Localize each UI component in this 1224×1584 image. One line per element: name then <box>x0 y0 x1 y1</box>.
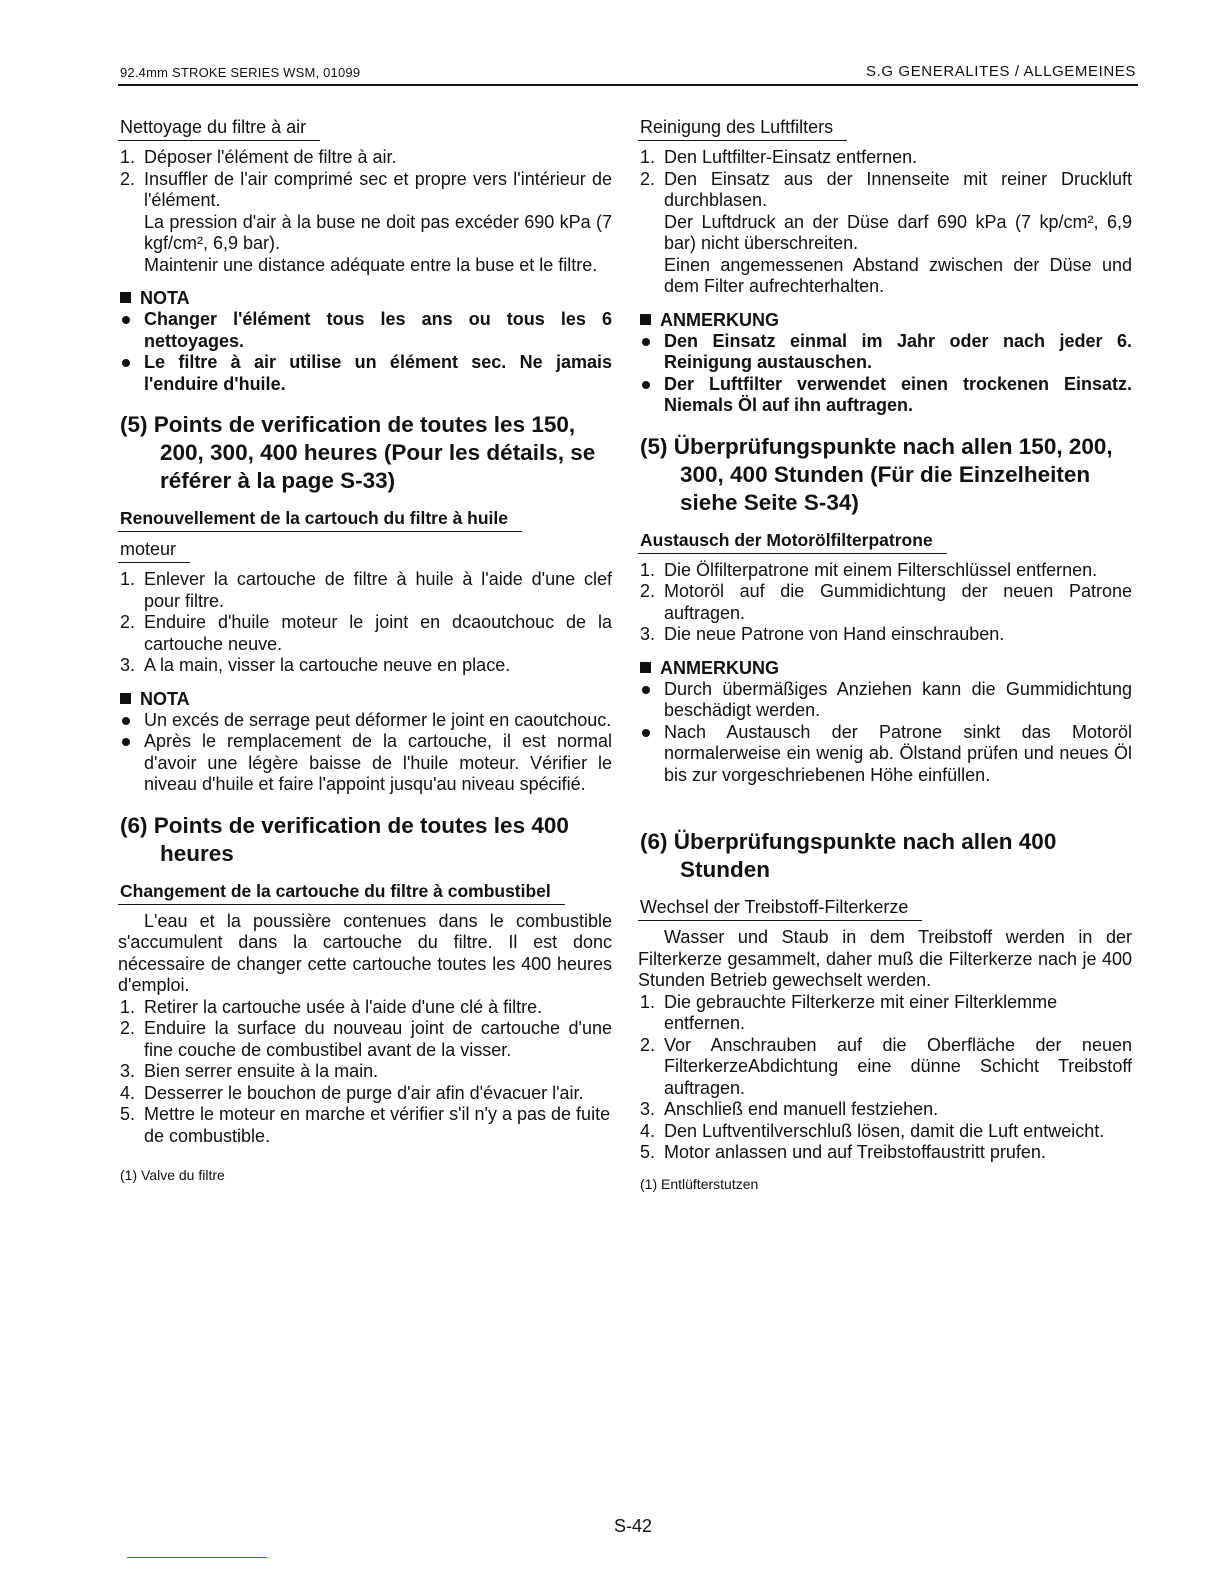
note-heading: NOTA <box>118 287 612 309</box>
note-heading: NOTA <box>118 688 612 710</box>
subheading-oil-filter: Austausch der Motorölfilterpatrone <box>638 529 947 554</box>
note-item: Den Einsatz einmal im Jahr oder nach jeder 6. Reinigung austauschen. <box>638 331 1132 374</box>
fuel-filter-intro: L'eau et la poussière contenues dans le combustible s'accumulent dans la cartouche du filtre. Il est donc nécessaire de changer cette cartouche toutes les 400 heures d'emploi. <box>118 910 612 995</box>
distance-text: Maintenir une distance adéquate entre la buse et le filtre. <box>144 254 598 275</box>
note-item: Der Luftfilter verwendet einen trockenen Einsatz. Niemals Öl auf ihn auftragen. <box>638 374 1132 417</box>
oil-filter-steps <box>638 560 1132 646</box>
french-column <box>118 116 612 1183</box>
note-item: Le filtre à air utilise un élément sec. Ne jamais l'enduire d'huile. <box>118 352 612 395</box>
header-series: 92.4mm STROKE SERIES WSM, 01099 <box>120 65 361 80</box>
subheading-oil-filter-cont: moteur <box>118 538 190 563</box>
section-title-6: (6) Überprüfungspunkte nach allen 400 Stunden <box>640 829 1057 882</box>
distance-text: Einen angemessenen Abstand zwischen der Düse und dem Filter aufrechterhalten. <box>664 254 1132 296</box>
note-item: Après le remplacement de la cartouche, il est normal d'avoir une légère baisse de l'huile moteur. Vérifier le niveau d'huile et faire l'appoint jusqu'au niveau spécifié. <box>118 731 612 796</box>
footer-rule <box>127 1557 267 1558</box>
note-item: Nach Austausch der Patrone sinkt das Motoröl normalerweise ein wenig ab. Ölstand prüfen und neues Öl bis zur vorgeschriebenen Höhe einfüllen. <box>638 722 1132 787</box>
oil-filter-steps <box>118 569 612 677</box>
air-filter-steps <box>638 147 1132 212</box>
subheading-fuel-filter: Changement de la cartouche du filtre à combustibel <box>118 880 565 905</box>
list-item: 2. Enduire la surface du nouveau joint de cartouche d'une fine couche de combustibel avant de la visser. <box>120 1018 612 1060</box>
list-item: 3. Bien serrer ensuite à la main. <box>120 1061 379 1081</box>
figure-caption: (1) Entlüfterstutzen <box>640 1175 759 1192</box>
list-item: 2. Vor Anschrauben auf die Oberfläche der neuen FilterkerzeAbdichtung eine dünne Schicht Treibstoff auftragen. <box>640 1034 1132 1098</box>
list-item: 2. Insuffler de l'air comprimé sec et propre vers l'intérieur de l'élément. <box>120 168 612 210</box>
note-heading: ANMERKUNG <box>638 657 1132 679</box>
subheading-air-filter: Nettoyage du filtre à air <box>118 116 320 141</box>
list-item: 1. Retirer la cartouche usée à l'aide d'une clé à filtre. <box>120 996 543 1017</box>
list-item: 1. Den Luftfilter-Einsatz entfernen. <box>640 147 918 167</box>
fuel-filter-steps <box>638 992 1132 1164</box>
list-item: 1. Enlever la cartouche de filtre à huile à l'aide d'une clef pour filtre. <box>120 569 612 611</box>
list-item: 1. Déposer l'élément de filtre à air. <box>120 147 397 167</box>
section-title-6: (6) Points de verification de toutes les 400 heures <box>120 812 569 866</box>
list-item: 3. A la main, visser la cartouche neuve en place. <box>120 655 511 675</box>
list-item: 3. Anschließ end manuell festziehen. <box>640 1099 939 1119</box>
list-item: 5. Motor anlassen und auf Treibstoffaustritt prufen. <box>640 1142 1046 1162</box>
list-item: 3. Die neue Patrone von Hand einschrauben. <box>640 624 1005 644</box>
list-item: 1. Die gebrauchte Filterkerze mit einer Filterklemme entfernen. <box>640 991 1058 1033</box>
subheading-air-filter: Reinigung des Luftfilters <box>638 116 847 141</box>
list-item: 5. Mettre le moteur en marche et vérifier s'il n'y a pas de fuite de combustible. <box>120 1104 611 1146</box>
note-item: Durch übermäßiges Anziehen kann die Gummidichtung beschädigt werden. <box>638 679 1132 722</box>
subheading-oil-filter: Renouvellement de la cartouch du filtre à huile <box>118 507 522 532</box>
header-section: S.G GENERALITES / ALLGEMEINES <box>866 63 1136 80</box>
pressure-text: Der Luftdruck an der Düse darf 690 kPa (7 kp/cm², 6,9 bar) nicht überschreiten. <box>664 211 1132 253</box>
pressure-text: La pression d'air à la buse ne doit pas excéder 690 kPa (7 kgf/cm², 6,9 bar). <box>144 211 612 253</box>
section-title-5: (5) Points de verification de toutes les 150, 200, 300, 400 heures (Pour les détails, se référer à la page S-33) <box>120 412 596 493</box>
list-item: 1. Die Ölfilterpatrone mit einem Filterschlüssel entfernen. <box>640 559 1098 580</box>
list-item: 2. Motoröl auf die Gummidichtung der neuen Patrone auftragen. <box>640 581 1132 623</box>
german-column <box>638 116 1132 1192</box>
fuel-filter-intro: Wasser und Staub in dem Treibstoff werden in der Filterkerze gesammelt, daher muß die Filterkerze nach je 400 Stunden Betrieb gewechselt werden. <box>638 927 1132 990</box>
figure-caption: (1) Valve du filtre <box>120 1167 225 1183</box>
note-heading: ANMERKUNG <box>638 309 1132 331</box>
list-item: 4. Den Luftventilverschluß lösen, damit die Luft entweicht. <box>640 1120 1105 1141</box>
note-item: Changer l'élément tous les ans ou tous les 6 nettoyages. <box>118 309 612 352</box>
page-number: S-42 <box>614 1516 653 1536</box>
fuel-filter-steps <box>118 997 612 1148</box>
page-header <box>118 62 1138 86</box>
list-item: 2. Enduire d'huile moteur le joint en dcaoutchouc de la cartouche neuve. <box>120 612 612 654</box>
section-title-5: (5) Überprüfungspunkte nach allen 150, 200, 300, 400 Stunden (Für die Einzelheiten siehe Seite S-34) <box>640 433 1113 515</box>
list-item: 2. Den Einsatz aus der Innenseite mit reiner Druckluft durchblasen. <box>640 168 1132 210</box>
note-item: Un excés de serrage peut déformer le joint en caoutchouc. <box>118 710 612 732</box>
subheading-fuel-filter: Wechsel der Treibstoff-Filterkerze <box>638 896 922 921</box>
air-filter-steps <box>118 147 612 212</box>
list-item: 4. Desserrer le bouchon de purge d'air afin d'évacuer l'air. <box>120 1082 584 1103</box>
